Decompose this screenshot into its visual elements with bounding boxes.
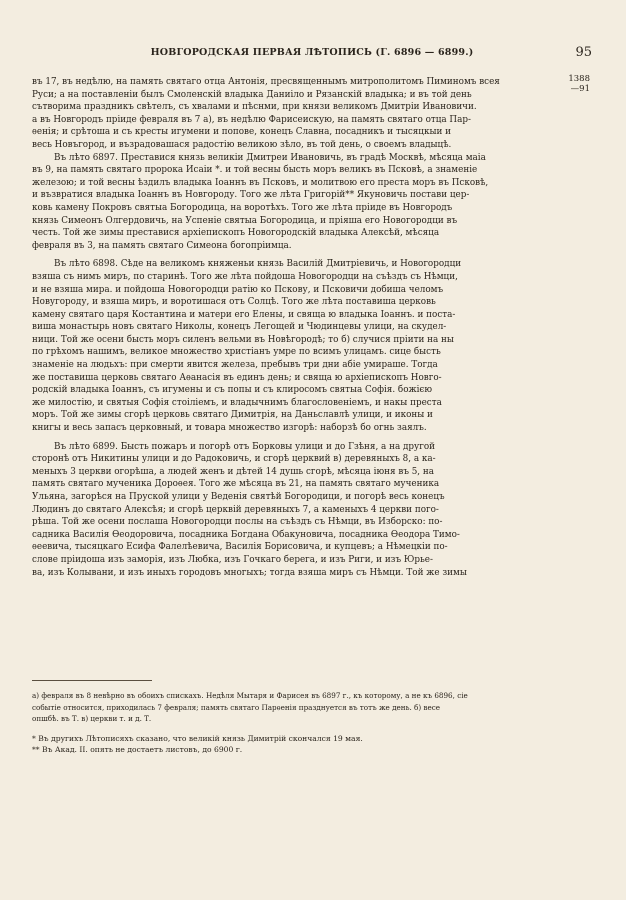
text-line: Въ лѣто 6898. Сѣде на великомъ княженьи князь Василій Дмитріевичь, и Новогородци: [54, 259, 462, 270]
running-header: [32, 47, 592, 63]
text-line: Ульяна, загорѣся на Пруской улици у Веденія святѣй Богородици, и погорѣ весь конецъ: [32, 492, 445, 502]
text-line: Въ лѣто 6899. Бысть пожаръ и погорѣ отъ Борковы улици и до Гзѣня, а на другой: [54, 441, 435, 452]
text-line: садника Василія Ѳеодоровича, посадника Богдана Обакуновича, посадника Ѳеодора Тимо-: [32, 529, 460, 540]
text-line: ѳеевича, тысяцкаго Есифа Фалелѣевича, Василія Борисовича, и купцевъ; а Нѣмецкіи по-: [32, 542, 448, 553]
footnote-double-star: ** Въ Акад. II. опять не достаетъ листовъ, до 6900 г.: [32, 745, 243, 754]
text-line: Въ лѣто 6897. Преставися князь великіи Дмитреи Ивановичь, въ градѣ Москвѣ, мѣсяца маіа: [54, 152, 486, 163]
text-line: виша монастырь новъ святаго Николы, конецъ Легощей и Чюдинцевы улици, на скудел-: [32, 322, 447, 333]
text-line: рѣша. Той же осени послаша Новогородци послы на съѣздъ съ Нѣмци, въ Изборско: по-: [32, 517, 443, 528]
text-line: память святаго мученика Дороѳея. Того же мѣсяца въ 21, на память святаго мученика: [32, 479, 440, 490]
text-line: родскій владыка Іоаннъ, съ игумены и съ попы и съ клиросомъ святыа Софія. божією: [32, 385, 432, 396]
text-line: Руси; а на поставленіи былъ Смоленскій владыка Даниіло и Рязанскій владыка; и въ той день: [32, 89, 472, 100]
text-line: книгы и весь запасъ церковный, и товара множество изгорѣ: наборзѣ бо огнь заялъ.: [32, 423, 427, 434]
text-line: по грѣхомъ нашимъ, великое множество христіанъ умре по всимъ улицамъ. сице бысть: [32, 347, 441, 358]
text-line: князь Симеонъ Олгердовичь, на Успеніе святыа Богородица, и пріяша его Новогородци въ: [32, 215, 458, 226]
text-line: февраля въ 3, на память святаго Симеона богопріимца.: [32, 240, 292, 251]
text-line: знаменіе на людьхъ: при смерти явится железа, пребывъ три дни абіе умираше. Тогда: [32, 360, 438, 371]
text-line: взяша съ нимъ миръ, по старинѣ. Того же лѣта пойдоша Новогородци на съѣздъ съ Нѣмци,: [32, 271, 458, 282]
margin-years: [560, 74, 590, 94]
text-line: честь. Той же зимы преставися архіепископъ Новогородскій владыка Алексѣй, мѣсяца: [32, 228, 440, 239]
footnote-line: а) февраля въ 8 невѣрно въ обоихъ спискахъ. Недѣля Мытаря и Фарисея въ 6897 г., къ которому, а не къ 6896, сіе: [32, 691, 468, 700]
text-line: Новугороду, и взяша миръ, и воротишася отъ Солцѣ. Того же лѣта поставиша церковь: [32, 297, 436, 308]
footnote-divider: [32, 680, 152, 681]
margin-year-start: 1388: [568, 74, 590, 84]
text-line: же поставиша церковь святаго Аѳанасія въ единъ день; и свяща ю архіепископъ Новго-: [32, 372, 442, 383]
text-line: сътворима праздникъ свѣтелъ, съ хвалами и пѣснми, при князи великомъ Дмитріи Ивановичи.: [32, 102, 477, 113]
text-line: сторонѣ отъ Никитины улици и до Радоковичь, и сгорѣ церквий в) деревяныхъ 8, а ка-: [32, 454, 436, 465]
text-line: меныхъ 3 церкви огорѣша, а людей женъ и дѣтей 14 душь сгорѣ, мѣсяца іюня въ 5, на: [32, 466, 435, 477]
text-line: ва, изъ Колывани, и изъ иныхъ городовъ многыхъ; тогда взяша миръ съ Нѣмци. Той же зимы: [32, 567, 467, 578]
text-line: слове пріидоша изъ заморія, изъ Любка, изъ Гочкаго берега, и изъ Риги, и изъ Юрье-: [32, 554, 433, 565]
text-line: моръ. Той же зимы сгорѣ церковь святаго Димитрія, на Даньславлѣ улици, и иконы и: [32, 410, 433, 421]
text-line: и не взяша мира. и пойдоша Новогородци ратію ко Пскову, и Псковичи добиша челомъ: [32, 284, 444, 295]
text-line: въ 17, въ недѣлю, на память святаго отца Антонія, пресвященнымъ митрополитомъ Пиминомъ всея: [32, 77, 500, 87]
text-line: и възвратися владыка Іоаннъ въ Новгороду. Того же лѣта Григорій** Якуновичь постави цер-: [32, 190, 470, 201]
text-line: а въ Новгородъ пріиде февраля въ 7 а), въ недѣлю Фарисеискую, на память святаго отца Пар-: [32, 114, 471, 125]
footnote-star: * Въ другихъ Лѣтописяхъ сказано, что великій князь Димитрій скончался 19 мая.: [32, 733, 363, 743]
header-title: НОВГОРОДСКАЯ ПЕРВАЯ ЛѢТОПИСЬ (Г. 6896 — 6899.): [150, 47, 474, 58]
text-line: камену святаго царя Костантина и матери его Елены, и свяща ю владыка Іоаннъ. и поста-: [32, 309, 456, 320]
page-number: 95: [575, 45, 592, 60]
text-line: Людинъ до святаго Алексѣя; и сгорѣ церквій деревяныхъ 7, а каменыхъ 4 церкви пого-: [32, 504, 439, 515]
chronicle-text: [32, 76, 558, 579]
text-line: въ 9, на память святаго пророка Исаіи *. и той весны бысть моръ великъ въ Псковѣ, а знаменіе: [32, 165, 478, 176]
text-line: ковь камену Покровъ святыа Богородица, на воротѣхъ. Того же лѣта пріиде въ Новгородъ: [32, 202, 453, 213]
text-line: ници. Той же осени бысть моръ силенъ вельми въ Новѣгородѣ; то б) случися пріити на ны: [32, 334, 454, 345]
footnote-line: опшбѣ. въ Т. в) церкви т. и д. Т.: [32, 714, 152, 723]
footnotes: [32, 690, 558, 756]
text-line: железою; и той весны ѣздилъ владыка Іоаннъ въ Псковъ, и молитвою его преста моръ въ Псковѣ,: [32, 177, 489, 188]
footnote-line: событіе относится, приходилась 7 февраля; память святаго Парѳенія празднуется въ тотъ же день. б) весе: [32, 702, 441, 712]
margin-year-end: —91: [570, 84, 590, 94]
text-line: весь Новъгород, и възрадовашася радостію великою зѣло, въ той день, о своемъ владыцѣ.: [32, 139, 452, 150]
text-line: ѳенія; и срѣтоша и съ кресты игумени и попове, конецъ Славна, посадникъ и тысяцкыи и: [32, 127, 451, 138]
text-line: же милостію, и святыя Софія стоіліемъ, и владычнимъ благословеніемъ, и накы преста: [32, 397, 442, 408]
